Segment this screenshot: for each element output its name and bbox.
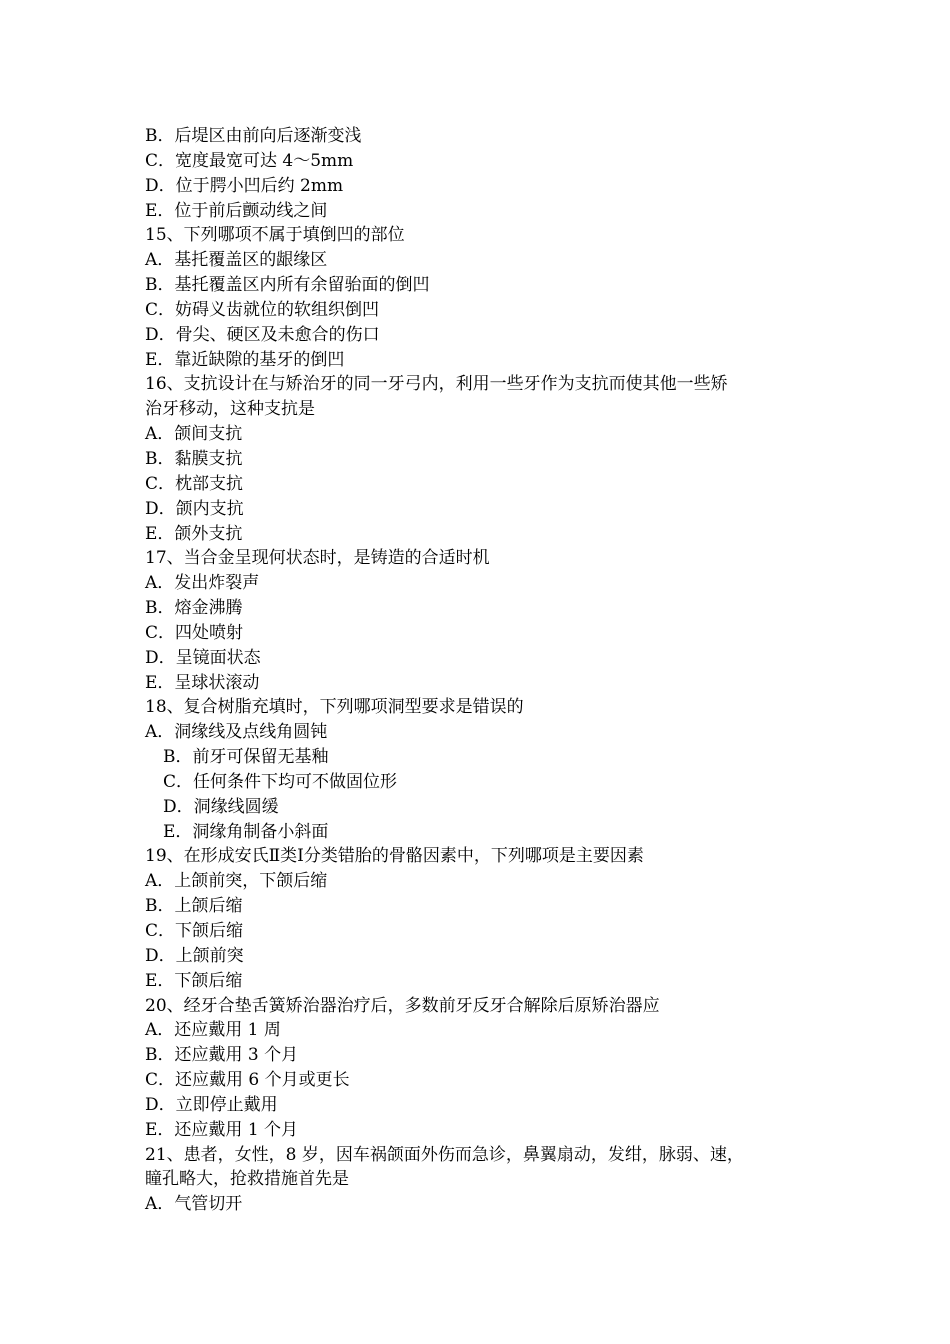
option-q17-a: A．发出炸裂声 xyxy=(145,573,260,594)
question-16-stem-line-1: 16、支抗设计在与矫治牙的同一牙弓内，利用一些牙作为支抗而使其他一些矫 xyxy=(145,374,728,395)
question-21-stem-line-1: 21、患者，女性，8 岁，因车祸颌面外伤而急诊，鼻翼扇动，发绀，脉弱、速， xyxy=(145,1144,744,1165)
option-q14-c: C．宽度最宽可达 4～5mm xyxy=(145,150,354,171)
option-q15-b: B．基托覆盖区内所有余留骀面的倒凹 xyxy=(145,275,430,296)
option-q15-c: C．妨碍义齿就位的软组织倒凹 xyxy=(145,299,380,320)
option-q18-c: C．任何条件下均可不做固位形 xyxy=(163,771,398,792)
question-16-stem-line-2: 治牙移动，这种支抗是 xyxy=(145,399,315,420)
option-q16-d: D．颌内支抗 xyxy=(145,498,244,519)
option-q17-c: C．四处喷射 xyxy=(145,622,244,643)
option-q14-b: B．后堤区由前向后逐渐变浅 xyxy=(145,126,362,146)
option-q19-a: A．上颌前突，下颌后缩 xyxy=(145,871,328,892)
option-q20-d: D．立即停止戴用 xyxy=(145,1094,278,1115)
question-15-stem: 15、下列哪项不属于填倒凹的部位 xyxy=(145,225,405,246)
question-17-stem: 17、当合金呈现何状态时，是铸造的合适时机 xyxy=(145,548,490,569)
option-q20-e: E．还应戴用 1 个月 xyxy=(145,1119,299,1140)
option-q17-e: E．呈球状滚动 xyxy=(145,672,260,693)
option-q20-b: B．还应戴用 3 个月 xyxy=(145,1045,299,1066)
option-q15-e: E．靠近缺隙的基牙的倒凹 xyxy=(145,349,345,370)
option-q16-e: E．颌外支抗 xyxy=(145,523,243,544)
option-q21-a: A．气管切开 xyxy=(145,1194,243,1215)
option-q19-c: C．下颌后缩 xyxy=(145,921,244,941)
option-q19-e: E．下颌后缩 xyxy=(145,970,243,991)
option-q19-b: B．上颌后缩 xyxy=(145,896,243,917)
option-q18-e: E．洞缘角制备小斜面 xyxy=(163,821,329,842)
option-q18-a: A．洞缘线及点线角圆钝 xyxy=(145,722,328,743)
option-q16-c: C．枕部支抗 xyxy=(145,473,244,494)
option-q20-a: A．还应戴用 1 周 xyxy=(145,1020,281,1041)
question-19-stem: 19、在形成安氏Ⅱ类Ⅰ分类错胎的骨骼因素中，下列哪项是主要因素 xyxy=(145,846,644,867)
option-q20-c: C．还应戴用 6 个月或更长 xyxy=(145,1070,350,1091)
option-q16-a: A．颌间支抗 xyxy=(145,424,243,445)
option-q19-d: D．上颌前突 xyxy=(145,945,244,966)
option-q15-d: D．骨尖、硬区及未愈合的伤口 xyxy=(145,324,380,345)
question-20-stem: 20、经牙合垫舌簧矫治器治疗后，多数前牙反牙合解除后原矫治器应 xyxy=(145,995,660,1016)
option-q18-b: B．前牙可保留无基釉 xyxy=(163,747,329,768)
option-q17-d: D．呈镜面状态 xyxy=(145,647,261,668)
option-q16-b: B．黏膜支抗 xyxy=(145,448,243,469)
question-18-stem: 18、复合树脂充填时，下列哪项洞型要求是错误的 xyxy=(145,697,524,718)
option-q14-e: E．位于前后颤动线之间 xyxy=(145,200,328,221)
option-q18-d: D．洞缘线圆缓 xyxy=(163,796,279,817)
option-q14-d: D．位于腭小凹后约 2mm xyxy=(145,175,344,196)
option-q17-b: B．熔金沸腾 xyxy=(145,598,243,619)
question-21-stem-line-2: 瞳孔略大，抢救措施首先是 xyxy=(145,1169,349,1190)
option-q15-a: A．基托覆盖区的龈缘区 xyxy=(145,250,328,271)
document-page xyxy=(145,124,825,1217)
